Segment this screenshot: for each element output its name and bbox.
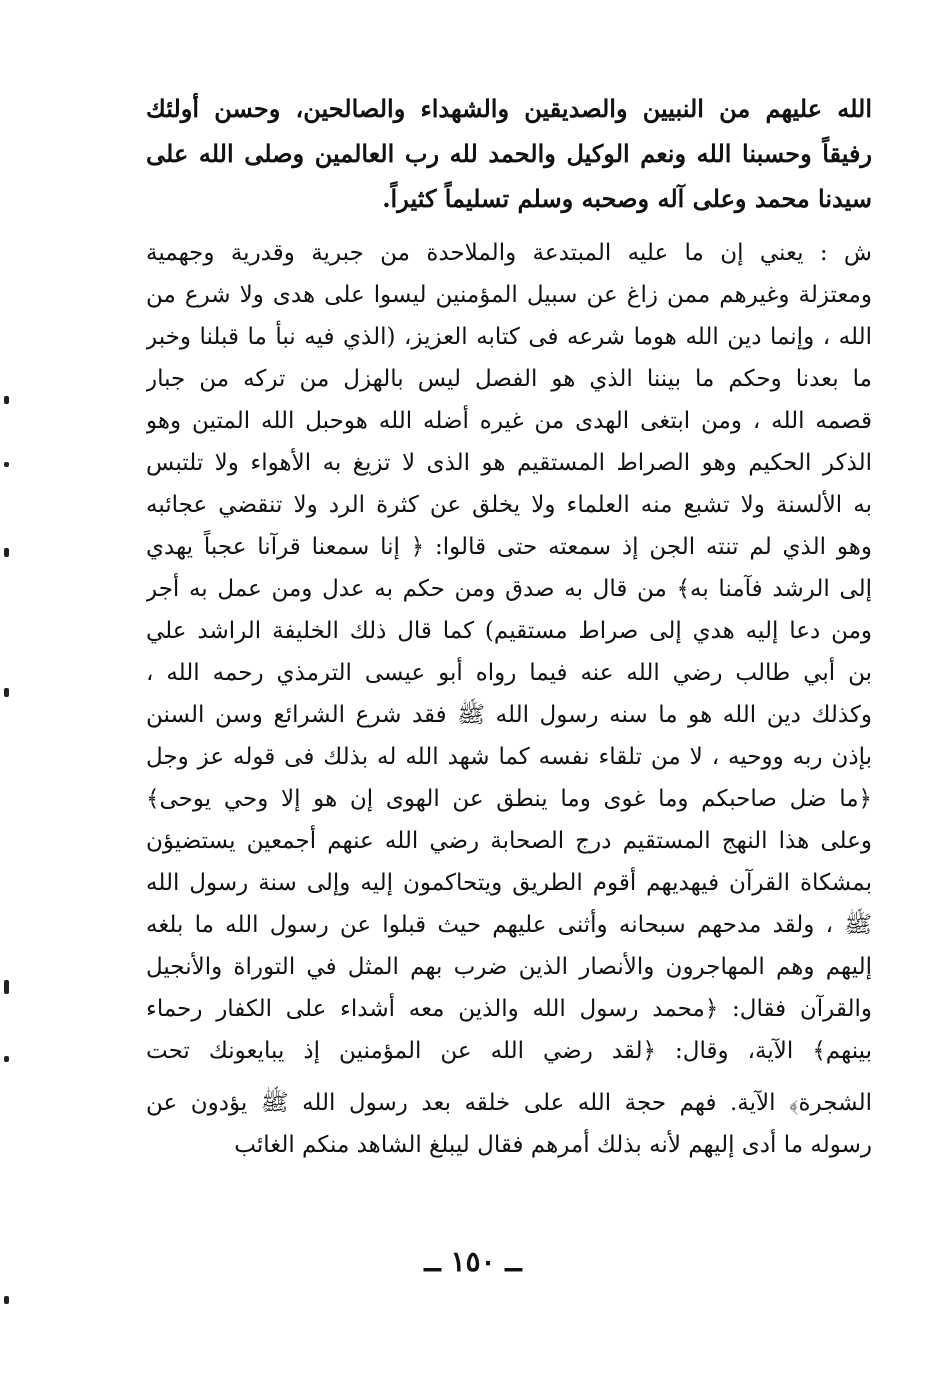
text-line: بمشكاة القرآن فيهديهم أقوم الطريق ويتحاكمون إليه وإلى سنة رسول الله	[146, 870, 872, 896]
text-line: وكذلك دين الله هو ما سنه رسول الله ﷺ فقد شرع الشرائع وسن السنن	[146, 702, 872, 728]
scan-edge-mark	[4, 1296, 9, 1304]
text-line: ما بعدنا وحكم ما بيننا الذي هو الفصل ليس بالهزل من تركه من جبار	[146, 366, 872, 392]
scan-edge-mark	[4, 1056, 9, 1062]
body-paragraph	[146, 232, 872, 1166]
text-line: سيدنا محمد وعلى آله وصحبه وسلم تسليماً كثيراً.	[382, 184, 872, 213]
page-number: ــ ١٥٠ ــ	[424, 1245, 522, 1278]
text-line: ومن دعا إليه هدي إلى صراط مستقيم) كما قال ذلك الخليفة الراشد علي	[146, 618, 872, 644]
text-line: بينهم﴾ الآية، وقال: ﴿لقد رضي الله عن المؤمنين إذ يبايعونك تحت	[146, 1038, 872, 1064]
text-line: وهو الذي لم تنته الجن إذ سمعته حتى قالوا: ﴿ إنا سمعنا قرآنا عجباً يهدي	[146, 534, 872, 560]
text-line: ش : يعني إن ما عليه المبتدعة والملاحدة من جبرية وقدرية وجهمية	[146, 240, 872, 266]
text-line: والقرآن فقال: ﴿محمد رسول الله والذين معه أشداء على الكفار رحماء	[146, 996, 872, 1022]
scan-edge-mark	[4, 396, 9, 404]
text-line: قصمه الله ، ومن ابتغى الهدى من غيره أضله الله هوحبل الله المتين وهو	[146, 408, 872, 434]
text-line: ﴿ما ضل صاحبكم وما غوى وما ينطق عن الهوى إن هو إلا وحي يوحى﴾	[146, 786, 872, 812]
text-line: الشجرة﴾ الآية. فهم حجة الله على خلقه بعد رسول الله ﷺ يؤدون عن	[146, 1090, 872, 1116]
scan-edge-mark	[4, 548, 9, 557]
text-line: ومعتزلة وغيرهم ممن زاغ عن سبيل المؤمنين ليسوا على هدى ولا شرع من	[146, 282, 872, 308]
text-line: رسوله ما أدى إليهم لأنه بذلك أمرهم فقال ليبلغ الشاهد منكم الغائب	[234, 1132, 872, 1158]
text-line: به الألسنة ولا تشبع منه العلماء ولا يخلق عن كثرة الرد ولا تنقضي عجائبه	[146, 492, 872, 518]
text-line: إلى الرشد فآمنا به﴾ من قال به صدق ومن حكم به عدل ومن عمل به أجر	[146, 576, 872, 602]
scan-edge-mark	[4, 688, 9, 697]
text-line: بإذن ربه ووحيه ، لا من تلقاء نفسه كما شهد الله له بذلك فى قوله عز وجل	[146, 744, 872, 770]
text-line: إليهم وهم المهاجرون والأنصار الذين ضرب بهم المثل في التوراة والأنجيل	[146, 954, 872, 980]
text-line: ﷺ ، ولقد مدحهم سبحانه وأثنى عليهم حيث قبلوا عن رسول الله ما بلغه	[146, 912, 872, 938]
text-line: وعلى هذا النهج المستقيم درج الصحابة رضي الله عنهم أجمعين يستضيؤن	[146, 828, 872, 854]
text-line: بن أبي طالب رضي الله عنه فيما رواه أبو عيسى الترمذي رحمه الله ،	[146, 660, 872, 686]
text-line: رفيقاً وحسبنا الله ونعم الوكيل والحمد لله رب العالمين وصلى الله على	[146, 139, 872, 168]
scan-edge-mark	[4, 462, 9, 467]
scan-edge-mark	[4, 980, 9, 994]
text-line: الذكر الحكيم وهو الصراط المستقيم هو الذى لا تزيغ به الأهواء ولا تلتبس	[146, 450, 872, 476]
text-line: الله ، وإنما دين الله هوما شرعه فى كتابه العزيز، (الذي فيه نبأ ما قبلنا وخبر	[146, 324, 872, 350]
text-line: الله عليهم من النبيين والصديقين والشهداء والصالحين، وحسن أولئك	[146, 94, 872, 123]
bold-paragraph	[146, 86, 872, 221]
